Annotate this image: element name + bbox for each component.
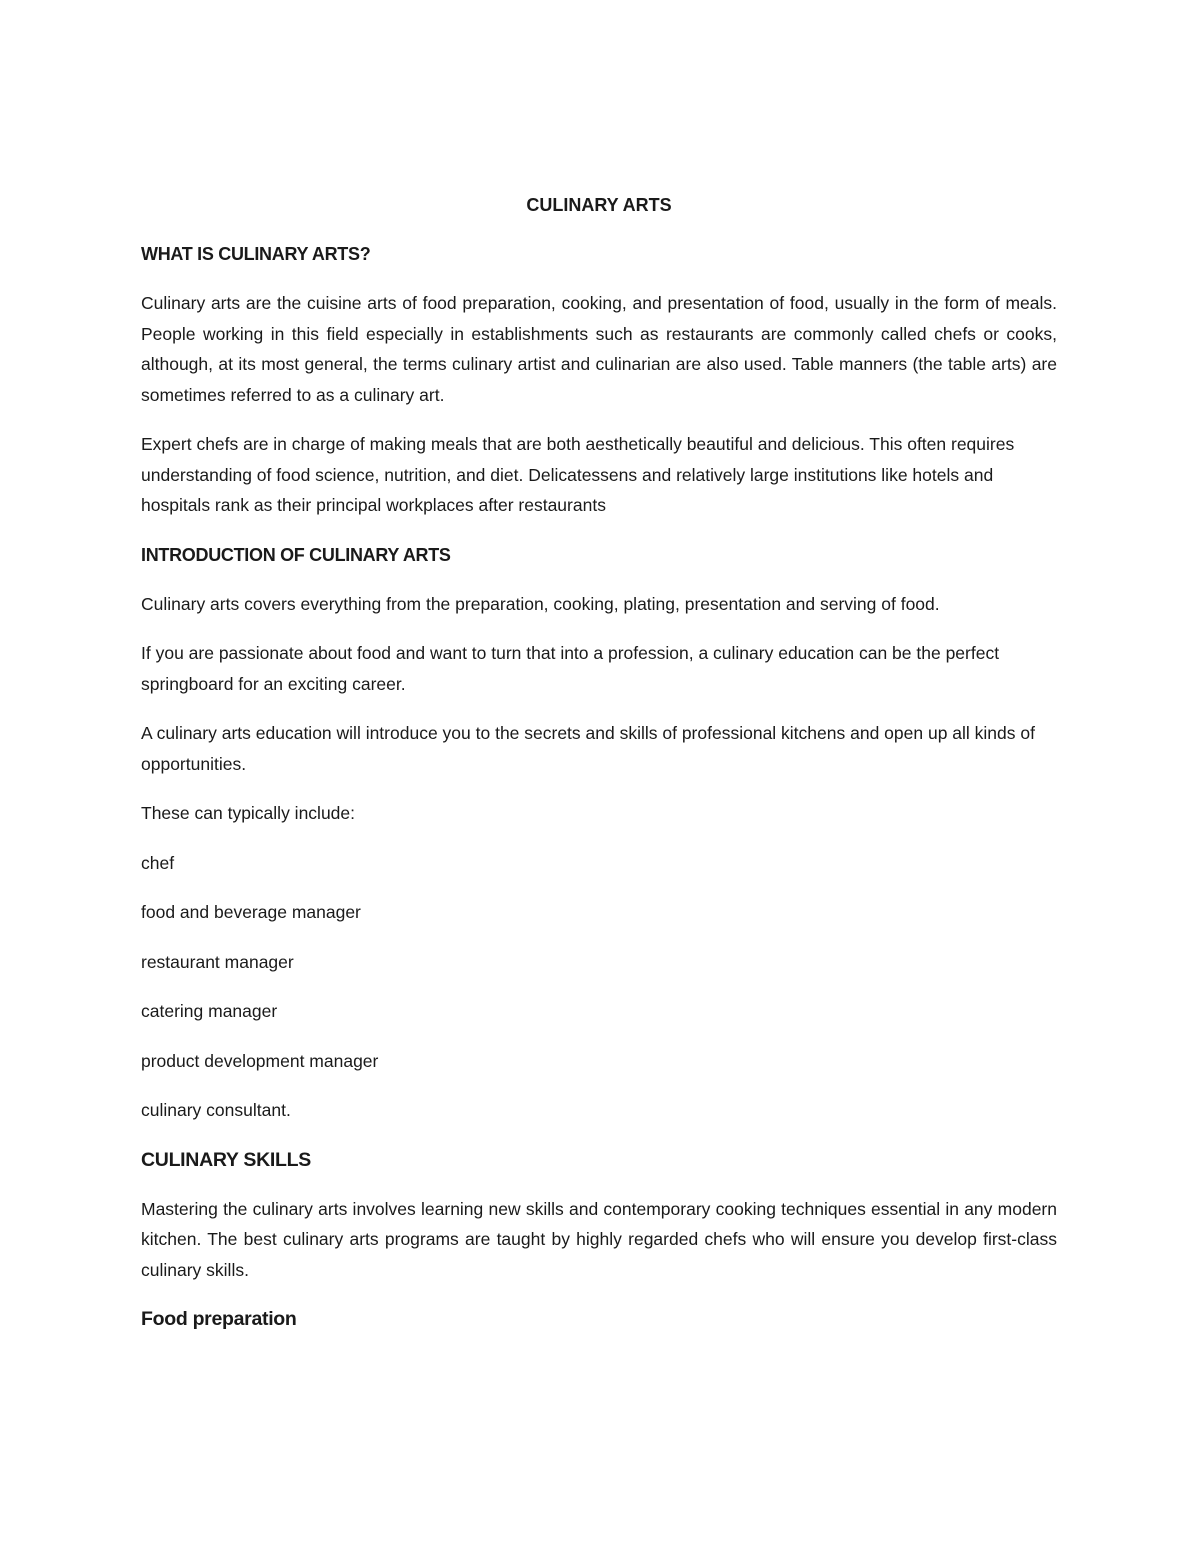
- paragraph-passionate: If you are passionate about food and want to turn that into a profession, a culinary education can be the perfect springboard for an exciting career.: [141, 643, 1000, 694]
- list-item: chef: [141, 852, 175, 873]
- document-page: [141, 190, 1057, 1353]
- list-item: food and beverage manager: [141, 902, 361, 922]
- list-item: culinary consultant.: [141, 1100, 291, 1120]
- section-heading-what-is: WHAT IS CULINARY ARTS?: [141, 244, 371, 264]
- section-heading-introduction: INTRODUCTION OF CULINARY ARTS: [141, 544, 451, 565]
- section-heading-food-preparation: Food preparation: [141, 1308, 297, 1330]
- list-item: restaurant manager: [141, 951, 294, 972]
- document-title: CULINARY ARTS: [526, 195, 672, 215]
- career-list: [141, 848, 1057, 1126]
- list-item: catering manager: [141, 1001, 278, 1021]
- list-item: product development manager: [141, 1050, 379, 1071]
- section-heading-skills: CULINARY SKILLS: [141, 1148, 311, 1171]
- paragraph-education: A culinary arts education will introduce you to the secrets and skills of professional kitchens and open up all kinds of opportunities.: [141, 723, 1035, 774]
- paragraph-covers: Culinary arts covers everything from the preparation, cooking, plating, presentation and serving of food.: [141, 593, 940, 614]
- paragraph-mastering: Mastering the culinary arts involves learning new skills and contemporary cooking techniques essential in any modern kitchen. The best culinary arts programs are taught by highly regarded chefs who will ensure you develop first-class culinary skills.: [141, 1198, 1057, 1280]
- paragraph-expert-chefs: Expert chefs are in charge of making meals that are both aesthetically beautiful and delicious. This often requires understanding of food science, nutrition, and diet. Delicatessens and relatively large institutions like hotels and hospitals rank as their principal workplaces after restaurants: [141, 434, 1015, 515]
- paragraph-definition: Culinary arts are the cuisine arts of food preparation, cooking, and presentation of food, usually in the form of meals. People working in this field especially in establishments such as restaurants are commonly called chefs or cooks, although, at its most general, the terms culinary artist and culinarian are also used. Table manners (the table arts) are sometimes referred to as a culinary art.: [141, 293, 1057, 405]
- paragraph-typically-include: These can typically include:: [141, 803, 355, 823]
